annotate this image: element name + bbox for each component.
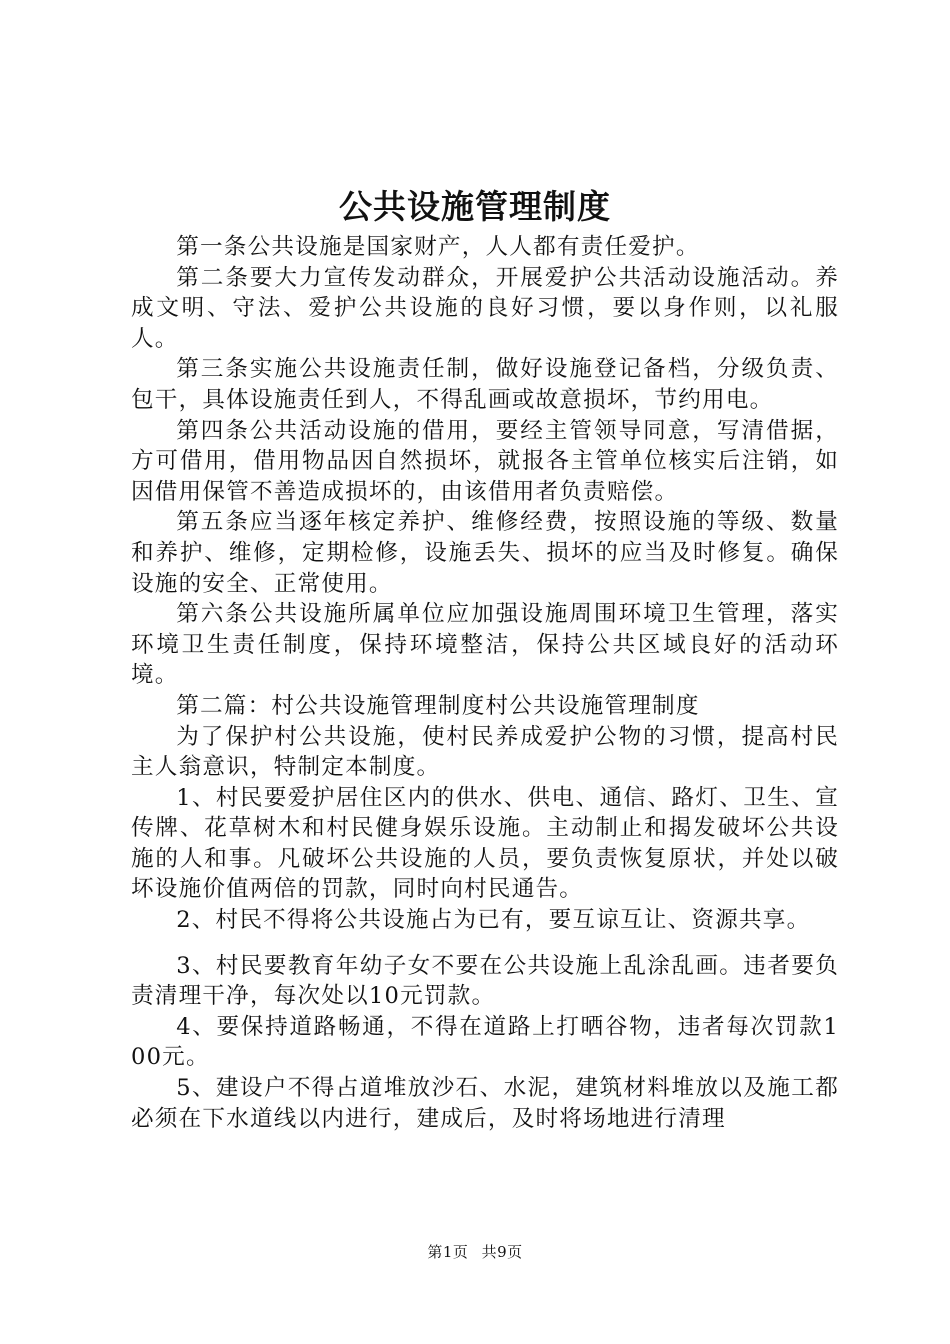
article-4-paragraph: 第四条公共活动设施的借用，要经主管领导同意，写清借据，方可借用，借用物品因自然损坏，就报各主管单位核实后注销，如因借用保管不善造成损坏的，由该借用者负责赔偿。 [131,417,839,505]
page-footer [0,1242,950,1262]
article-1-paragraph: 第一条公共设施是国家财产，人人都有责任爱护。 [176,234,700,260]
rule-4-paragraph: 4、要保持道路畅通，不得在道路上打晒谷物，违者每次罚款100元。 [131,1013,839,1071]
intro-paragraph: 为了保护村公共设施，使村民养成爱护公物的习惯，提高村民主人翁意识，特制定本制度。 [131,723,839,781]
rule-2-paragraph: 2、村民不得将公共设施占为已有，要互谅互让、资源共享。 [176,907,811,934]
page-total: 共9页 [481,1243,523,1261]
rule-3-paragraph: 3、村民要教育年幼子女不要在公共设施上乱涂乱画。违者要负责清理干净，每次处以10元罚款。 [131,952,839,1010]
page-number: 第1页 [427,1243,469,1261]
rule-1-paragraph: 1、村民要爱护居住区内的供水、供电、通信、路灯、卫生、宣传牌、花草树木和村民健身娱乐设施。主动制止和揭发破坏公共设施的人和事。凡破坏公共设施的人员，要负责恢复原状，并处以破坏设施价值两倍的罚款，同时向村民通告。 [131,784,839,903]
section-heading-part-2: 第二篇：村公共设施管理制度村公共设施管理制度 [176,692,700,719]
rule-5-paragraph: 5、建设户不得占道堆放沙石、水泥，建筑材料堆放以及施工都必须在下水道线以内进行，建成后，及时将场地进行清理 [131,1075,839,1132]
document-title: 公共设施管理制度 [339,187,611,226]
document-body [131,232,839,1134]
article-5-paragraph: 第五条应当逐年核定养护、维修经费，按照设施的等级、数量和养护、维修，定期检修，设施丢失、损坏的应当及时修复。确保设施的安全、正常使用。 [131,509,839,597]
article-3-paragraph: 第三条实施公共设施责任制，做好设施登记备档，分级负责、包干，具体设施责任到人，不得乱画或故意损坏，节约用电。 [131,356,839,413]
article-6-paragraph: 第六条公共设施所属单位应加强设施周围环境卫生管理，落实环境卫生责任制度，保持环境整洁，保持公共区域良好的活动环境。 [131,601,839,689]
article-2-paragraph: 第二条要大力宣传发动群众，开展爱护公共活动设施活动。养成文明、守法、爱护公共设施的良好习惯，要以身作则，以礼服人。 [131,264,839,352]
